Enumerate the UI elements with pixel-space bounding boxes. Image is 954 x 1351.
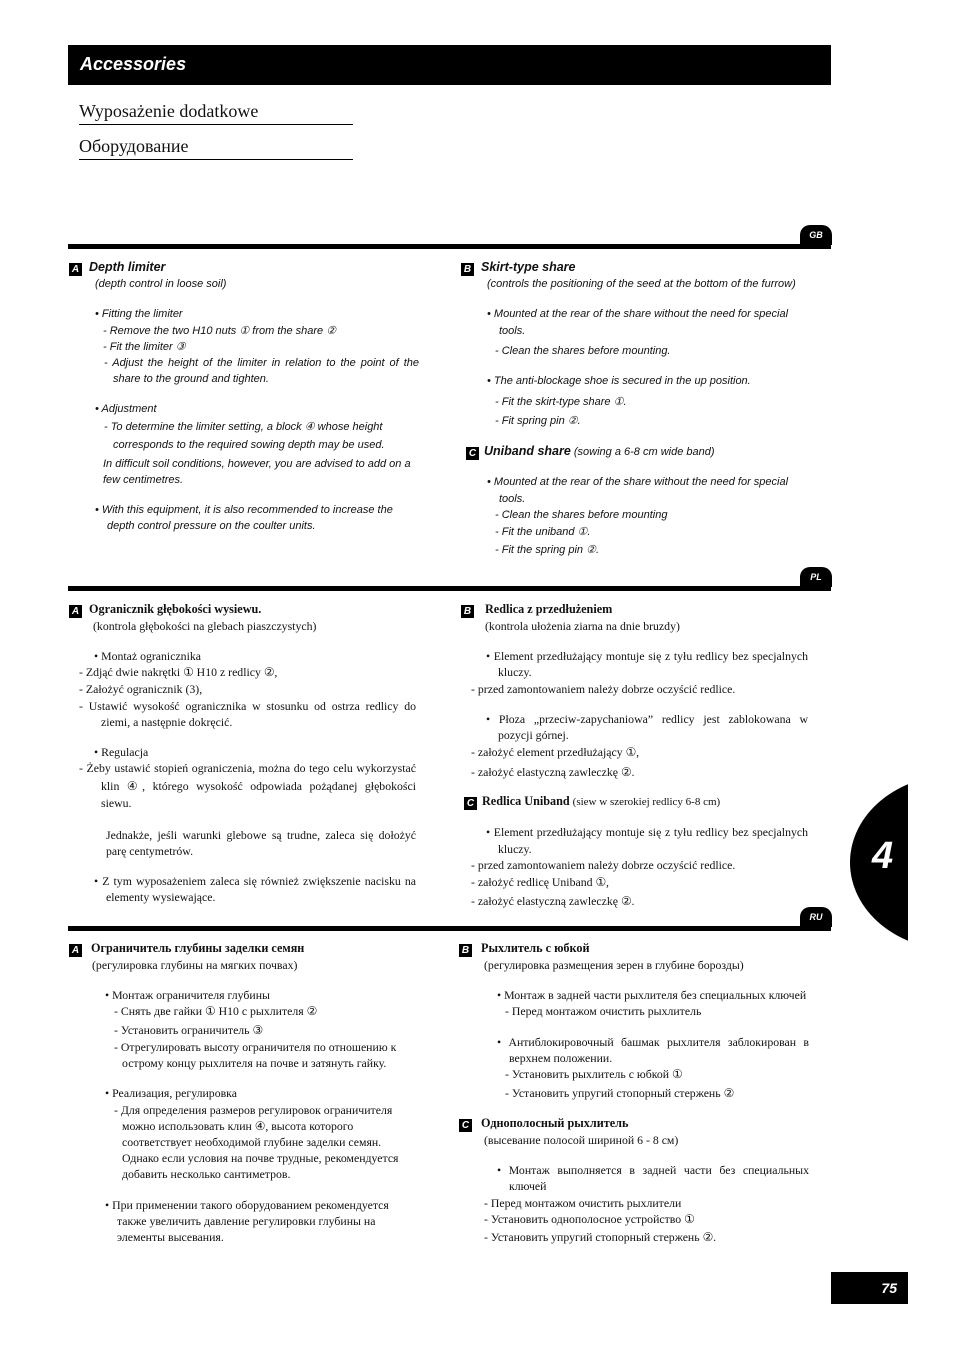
list-item: - Перед монтажом очистить рыхлитель xyxy=(505,1004,702,1019)
chapter-tab-mask xyxy=(908,760,954,960)
list-item: • Element przedłużający montuje się z tyłu redlicy bez specjalnych kluczy. xyxy=(486,649,808,680)
letter-badge: C xyxy=(466,447,479,460)
lang-tab-gb: GB xyxy=(800,225,832,245)
section-heading: Depth limiter xyxy=(89,260,166,274)
section-note: (controls the positioning of the seed at the bottom of the furrow) xyxy=(487,278,796,291)
list-item: - Установить ограничитель ③ xyxy=(114,1022,264,1037)
list-item: - To determine the limiter setting, a block ④ whose height corresponds to the required sowing depth may be used. xyxy=(104,420,385,451)
list-item: • Montaż ogranicznika xyxy=(94,649,201,664)
list-item: - przed zamontowaniem należy dobrze oczyścić redlice. xyxy=(471,857,736,872)
section-rule-gb xyxy=(68,244,831,249)
list-item: - przed zamontowaniem należy dobrze oczyścić redlice. xyxy=(471,681,736,696)
list-item: - założyć redlicę Uniband ①, xyxy=(471,875,609,890)
list-item: • Płoza „przeciw-zapychaniowa” redlicy jest zablokowana w pozycji górnej. xyxy=(486,711,808,743)
list-item: - Перед монтажом очистить рыхлители xyxy=(484,1195,682,1210)
list-item: - Fit the limiter ③ xyxy=(103,340,186,353)
section-heading: Ogranicznik głębokości wysiewu. xyxy=(89,602,262,616)
list-item: - Zdjąć dwie nakrętki ① H10 z redlicy ②, xyxy=(79,665,278,680)
list-item: - Fit spring pin ②. xyxy=(495,415,581,428)
list-item: - Założyć ogranicznik (3), xyxy=(79,682,203,697)
page-number: 75 xyxy=(831,1272,908,1304)
paragraph: In difficult soil conditions, however, you are advised to add on a few centimetres. xyxy=(103,457,411,486)
list-item: - Снять две гайки ① H10 с рыхлителя ② xyxy=(114,1004,318,1019)
section-heading: Redlica Uniband xyxy=(482,794,570,809)
list-item: - Ustawić wysokość ogranicznika w stosunku od ostrza redlicy do ziemi, a następnie dokręcić. xyxy=(79,698,416,729)
section-heading: Однополосный рыхлитель xyxy=(481,1116,629,1131)
chapter-number: 4 xyxy=(872,835,894,877)
list-item: • With this equipment, it is also recommended to increase the depth control pressure on the coulter units. xyxy=(95,504,393,533)
section-heading: Рыхлитель с юбкой xyxy=(481,941,590,955)
section-note: (регулировка глубины на мягких почвах) xyxy=(92,958,298,972)
list-item: • Regulacja xyxy=(94,745,149,760)
list-item: • Z tym wyposażeniem zaleca się również zwiększenie nacisku na elementy wysiewające. xyxy=(94,874,416,905)
letter-badge: B xyxy=(461,263,474,276)
list-item: - założyć element przedłużający ①, xyxy=(471,745,640,760)
section-heading: Redlica z przedłużeniem xyxy=(485,602,613,616)
section-rule-ru xyxy=(68,926,831,931)
gb-section-b xyxy=(461,259,813,559)
list-item: - Отрегулировать высоту ограничителя по отношению к острому концу рыхлителя на почве и затянуть гайку. xyxy=(114,1039,397,1071)
section-note: (высевание полосой шириной 6 - 8 см) xyxy=(484,1133,679,1148)
letter-badge: C xyxy=(464,797,477,810)
section-note: (kontrola ułożenia ziarna na dnie bruzdy) xyxy=(485,619,680,633)
section-note: (sowing a 6-8 cm wide band) xyxy=(573,446,715,459)
letter-badge: A xyxy=(69,263,82,276)
list-item: - Для определения размеров регулировок ограничителя можно использовать клин ④, высота которого соответствует необходимой глубине заделки семян. Однако если условия на почве трудные, рекомендуется добавить несколько сантиметров. xyxy=(114,1102,399,1182)
lang-tab-ru: RU xyxy=(800,907,832,927)
list-item: - Adjust the height of the limiter in relation to the point of the share to the ground and tighten. xyxy=(104,357,419,386)
list-item: • Реализация, регулировка xyxy=(105,1086,237,1101)
list-item: - Remove the two H10 nuts ① from the share ② xyxy=(103,324,337,337)
list-item: - Fit the skirt-type share ①. xyxy=(495,396,627,409)
list-item: • Монтаж в задней части рыхлителя без специальных ключей xyxy=(497,988,807,1003)
lang-tab-pl: PL xyxy=(800,567,832,587)
list-item: • Монтаж выполняется в задней части без специальных ключей xyxy=(497,1163,809,1194)
section-note: (siew w szerokiej redlicy 6-8 cm) xyxy=(572,796,721,809)
list-item: • Adjustment xyxy=(95,403,157,416)
list-item: - założyć elastyczną zawleczkę ②. xyxy=(471,765,635,780)
header-bar xyxy=(68,45,831,85)
gb-section-a xyxy=(69,259,419,534)
list-item: - założyć elastyczną zawleczkę ②. xyxy=(471,894,635,909)
section-heading: Ограничитель глубины заделки семян xyxy=(91,941,305,955)
list-item: - Fit the uniband ①. xyxy=(495,526,591,539)
header-title: Accessories xyxy=(80,54,187,74)
list-item: • The anti-blockage shoe is secured in the up position. xyxy=(487,375,751,388)
section-note: (kontrola głębokości na glebach piaszczystych) xyxy=(93,619,317,633)
section-heading: Uniband share xyxy=(484,444,571,459)
list-item: • Element przedłużający montuje się z tyłu redlicy bez specjalnych kluczy. xyxy=(486,825,808,856)
letter-badge: A xyxy=(69,605,82,618)
subtitle-russian: Оборудование xyxy=(79,136,353,160)
ru-section-b xyxy=(459,940,809,1247)
list-item: - Fit the spring pin ②. xyxy=(495,544,600,557)
pl-section-b xyxy=(461,601,808,911)
list-item: • При применении такого оборудованием рекомендуется также увеличить давление регулировки глубины на элементы высевания. xyxy=(105,1197,389,1244)
letter-badge: A xyxy=(69,944,82,957)
list-item: • Mounted at the rear of the share without the need for special tools. xyxy=(487,476,789,505)
ru-section-a xyxy=(69,940,416,1245)
list-item: • Антиблокировочный башмак рыхлителя заблокирован в верхнем положении. xyxy=(497,1034,809,1065)
list-item: - Clean the shares before mounting. xyxy=(495,344,671,357)
list-item: • Монтаж ограничителя глубины xyxy=(105,988,270,1003)
list-item: - Żeby ustawić stopień ograniczenia, można do tego celu wykorzystać klin ④, którego wysokość odpowiada pożądanej głębokości siewu. xyxy=(79,761,416,811)
list-item: - Установить упругий стопорный стержень ②. xyxy=(484,1229,717,1244)
list-item: - Clean the shares before mounting xyxy=(495,508,668,521)
letter-badge: B xyxy=(459,944,472,957)
subtitle-polish: Wyposażenie dodatkowe xyxy=(79,101,353,125)
letter-badge: C xyxy=(459,1119,472,1132)
section-heading: Skirt-type share xyxy=(481,260,576,274)
list-item: - Установить рыхлитель с юбкой ① xyxy=(505,1067,683,1082)
pl-section-a xyxy=(69,601,416,906)
paragraph: Jednakże, jeśli warunki glebowe są trudne, zaleca się dołożyć parę centymetrów. xyxy=(106,827,416,858)
list-item: - Установить упругий стопорный стержень ② xyxy=(505,1086,735,1101)
list-item: • Mounted at the rear of the share without the need for special tools. xyxy=(487,308,789,337)
letter-badge: B xyxy=(461,605,474,618)
list-item: - Установить однополосное устройство ① xyxy=(484,1211,695,1226)
section-note: (depth control in loose soil) xyxy=(95,278,227,291)
section-note: (регулировка размещения зерен в глубине борозды) xyxy=(484,958,744,972)
list-item: • Fitting the limiter xyxy=(95,308,183,321)
section-rule-pl xyxy=(68,586,831,591)
